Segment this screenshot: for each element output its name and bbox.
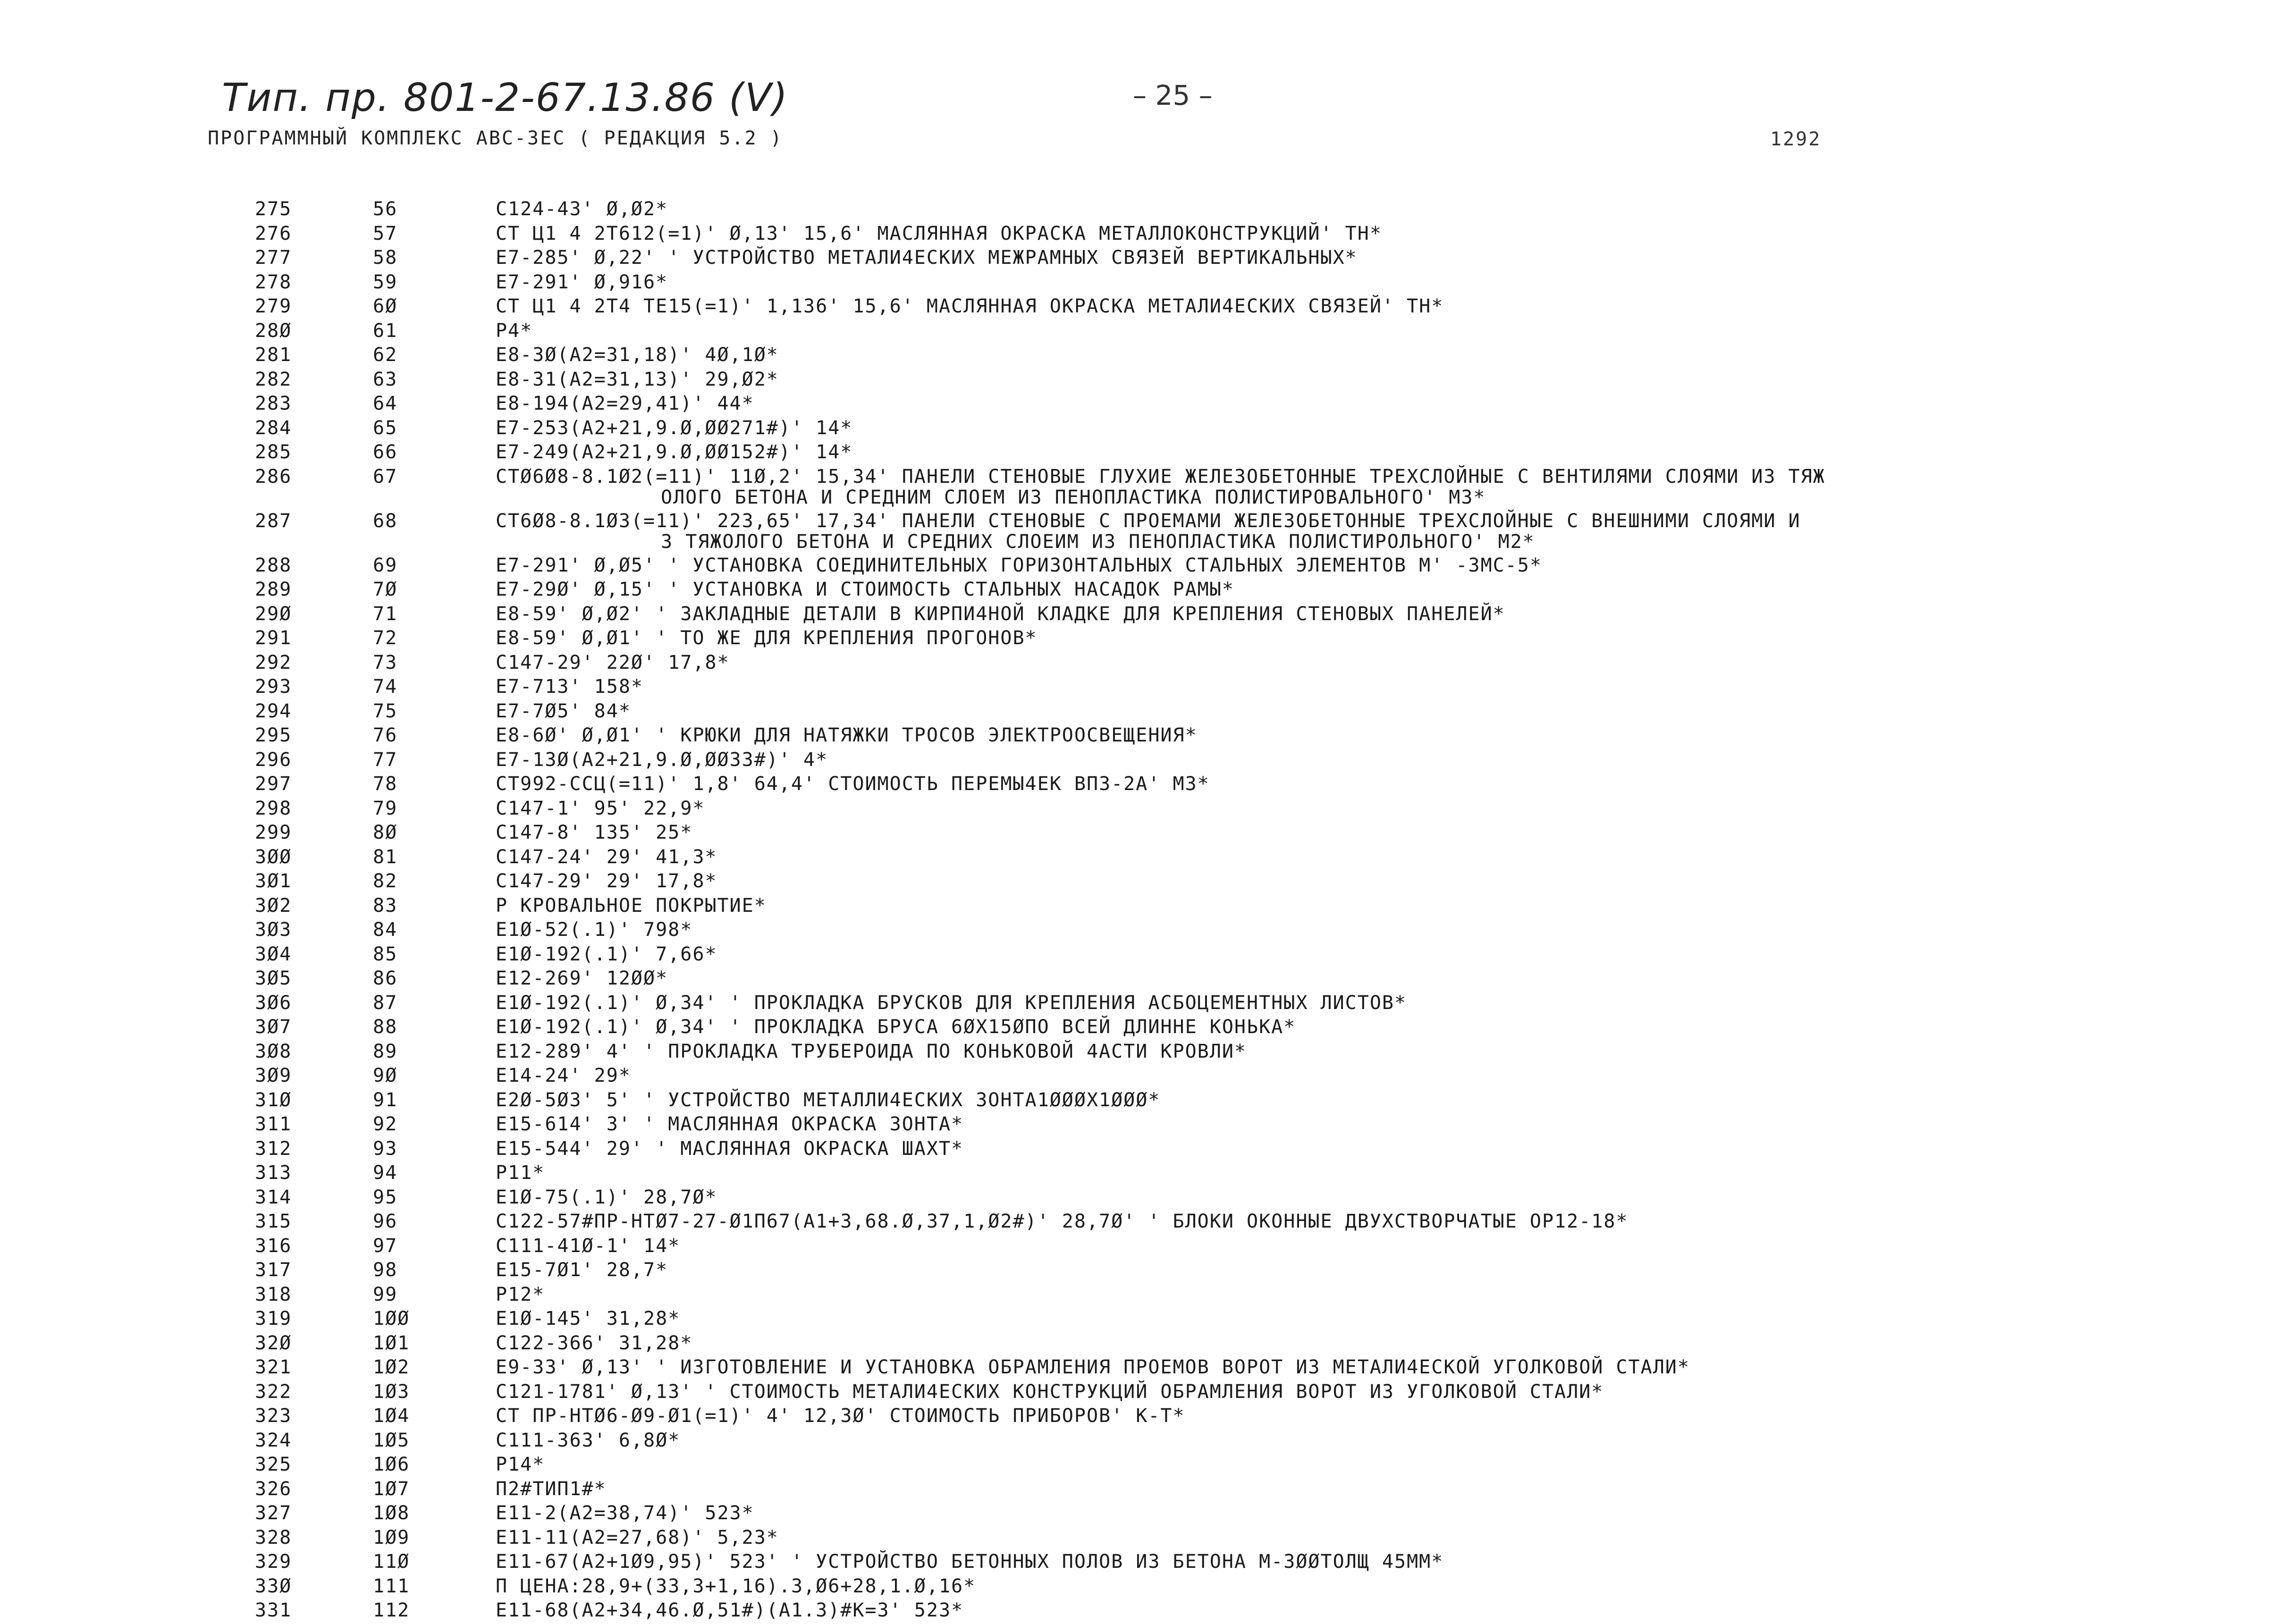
sequence-number: 91	[373, 1089, 398, 1111]
line-number: 28Ø	[255, 320, 292, 342]
sequence-number: 98	[373, 1259, 398, 1281]
program-subtitle: ПРОГРАММНЫЙ КОМПЛЕКС АВС-3ЕС ( РЕДАКЦИЯ 5.2 )	[208, 127, 783, 149]
record-continuation: ОЛОГО БЕТОНА И СРЕДНИМ СЛОЕМ ИЗ ПЕНОПЛАСТИКА ПОЛИСТИРОВАЛЬНОГО' М3*	[661, 486, 1486, 508]
record-text: Е7-713' 158*	[496, 676, 643, 698]
sequence-number: 85	[373, 943, 398, 965]
record-text: Е1Ø-75(.1)' 28,7Ø*	[496, 1186, 717, 1208]
sequence-number: 62	[373, 344, 398, 366]
record-text: Р11*	[496, 1162, 545, 1184]
sequence-number: 74	[373, 676, 398, 698]
listing-row	[0, 870, 2270, 895]
record-text: Е8-31(А2=31,13)' 29,Ø2*	[496, 368, 779, 390]
line-number: 281	[255, 344, 292, 366]
listing-row	[0, 223, 2270, 247]
sequence-number: 99	[373, 1283, 398, 1305]
sequence-number: 72	[373, 627, 398, 649]
listing-row	[0, 271, 2270, 296]
listing-row	[0, 603, 2270, 628]
sequence-number: 112	[373, 1599, 410, 1621]
sequence-number: 1Ø1	[373, 1332, 410, 1354]
line-number: 287	[255, 510, 292, 532]
listing-row	[0, 1016, 2270, 1041]
record-text: Р4*	[496, 320, 533, 342]
record-text: Е1Ø-52(.1)' 798*	[496, 919, 693, 941]
sequence-number: 96	[373, 1211, 398, 1232]
listing-row	[0, 1211, 2270, 1235]
listing-row	[0, 895, 2270, 919]
page-number: – 25 –	[1133, 79, 1213, 111]
sequence-number: 95	[373, 1186, 398, 1208]
sequence-number: 1Ø4	[373, 1405, 410, 1427]
sequence-number: 111	[373, 1575, 410, 1597]
listing-row	[0, 627, 2270, 652]
sequence-number: 69	[373, 554, 398, 576]
sequence-number: 56	[373, 198, 398, 220]
line-number: 288	[255, 554, 292, 576]
record-continuation: 3 ТЯЖОЛОГО БЕТОНА И СРЕДНИХ СЛОЕИМ ИЗ ПЕНОПЛАСТИКА ПОЛИСТИРОЛЬНОГО' М2*	[661, 530, 1535, 553]
record-text: Е15-7Ø1' 28,7*	[496, 1259, 668, 1281]
record-text: Е1Ø-192(.1)' Ø,34' ' ПРОКЛАДКА БРУСКОВ ДЛЯ КРЕПЛЕНИЯ АСБОЦЕМЕНТНЫХ ЛИСТОВ*	[496, 992, 1407, 1014]
line-number: 279	[255, 295, 292, 317]
record-text: Е9-33' Ø,13' ' ИЗГОТОВЛЕНИЕ И УСТАНОВКА ОБРАМЛЕНИЯ ПРОЕМОВ ВОРОТ ИЗ МЕТАЛИ4ЕСКОЙ УГОЛКОВОЙ СТАЛИ*	[496, 1356, 1690, 1378]
record-text: Е11-11(А2=27,68)' 5,23*	[496, 1526, 779, 1548]
record-text: С122-366' 31,28*	[496, 1332, 693, 1354]
listing-row	[0, 1065, 2270, 1089]
record-text: Р12*	[496, 1283, 545, 1305]
record-text: Р14*	[496, 1454, 545, 1475]
line-number: 278	[255, 271, 292, 293]
listing-row	[0, 1308, 2270, 1332]
sequence-number: 76	[373, 724, 398, 746]
listing-row	[0, 1259, 2270, 1284]
record-text: С121-1781' Ø,13' ' СТОИМОСТЬ МЕТАЛИ4ЕСКИХ КОНСТРУКЦИЙ ОБРАМЛЕНИЯ ВОРОТ ИЗ УГОЛКОВОЙ СТАЛИ*	[496, 1380, 1604, 1403]
sequence-number: 88	[373, 1016, 398, 1038]
record-text: С147-29' 22Ø' 17,8*	[496, 651, 730, 673]
listing-row	[0, 1454, 2270, 1478]
record-text: С147-24' 29' 41,3*	[496, 846, 717, 868]
sequence-number: 68	[373, 510, 398, 532]
sequence-number: 61	[373, 320, 398, 342]
line-number: 292	[255, 651, 292, 673]
record-text: Е14-24' 29*	[496, 1065, 631, 1086]
record-text: Е12-269' 12ØØ*	[496, 968, 668, 989]
listing-row	[0, 579, 2270, 603]
listing-row	[0, 344, 2270, 369]
record-text: Р КРОВАЛЬНОЕ ПОКРЫТИЕ*	[496, 894, 767, 917]
line-number: 282	[255, 368, 292, 390]
listing-row	[0, 1235, 2270, 1260]
record-text: С147-29' 29' 17,8*	[496, 870, 717, 892]
record-text: С124-43' Ø,Ø2*	[496, 198, 668, 220]
sequence-number: 77	[373, 749, 398, 771]
sequence-number: 7Ø	[373, 579, 398, 600]
record-text: Е7-291' Ø,916*	[496, 271, 668, 293]
line-number: 316	[255, 1235, 292, 1257]
record-text: СТØ6Ø8-8.1Ø2(=11)' 11Ø,2' 15,34' ПАНЕЛИ СТЕНОВЫЕ ГЛУХИЕ ЖЕЛЕЗОБЕТОННЫЕ ТРЕХСЛОЙНЫЕ С ВЕНТИЛЯМИ СЛОЯМИ ИЗ ТЯЖ	[496, 465, 1825, 488]
line-number: 3Ø9	[255, 1065, 292, 1086]
sequence-number: 75	[373, 700, 398, 722]
listing-row	[0, 417, 2270, 442]
listing-row	[0, 1599, 2270, 1624]
line-number: 331	[255, 1599, 292, 1621]
line-number: 296	[255, 749, 292, 771]
record-text: Е7-291' Ø,Ø5' ' УСТАНОВКА СОЕДИНИТЕЛЬНЫХ ГОРИЗОНТАЛЬНЫХ СТАЛЬНЫХ ЭЛЕМЕНТОВ М' -3МС-5*	[496, 554, 1542, 576]
record-text: П2#ТИП1#*	[496, 1478, 607, 1500]
listing-row	[0, 1381, 2270, 1405]
sequence-number: 59	[373, 271, 398, 293]
line-number: 293	[255, 676, 292, 698]
line-number: 297	[255, 773, 292, 795]
listing-row	[0, 846, 2270, 871]
record-text: С147-1' 95' 22,9*	[496, 797, 705, 819]
sequence-number: 11Ø	[373, 1551, 410, 1573]
sequence-number: 86	[373, 968, 398, 989]
listing-row	[0, 393, 2270, 417]
sequence-number: 81	[373, 846, 398, 868]
program-listing	[0, 198, 2270, 1624]
record-text: Е7-285' Ø,22' ' УСТРОЙСТВО МЕТАЛИ4ЕСКИХ МЕЖРАМНЫХ СВЯЗЕЙ ВЕРТИКАЛЬНЫХ*	[496, 247, 1358, 269]
line-number: 31Ø	[255, 1089, 292, 1111]
record-text: Е7-7Ø5' 84*	[496, 700, 631, 722]
sequence-number: 9Ø	[373, 1065, 398, 1086]
listing-row	[0, 1113, 2270, 1138]
listing-row	[0, 1502, 2270, 1527]
line-number: 3Ø5	[255, 968, 292, 989]
listing-row	[0, 822, 2270, 846]
record-text: Е15-544' 29' ' МАСЛЯННАЯ ОКРАСКА ШАХТ*	[496, 1137, 964, 1160]
listing-row	[0, 798, 2270, 822]
record-text: Е7-253(А2+21,9.Ø,ØØ271#)' 14*	[496, 417, 853, 439]
line-number: 285	[255, 441, 292, 463]
record-text: Е11-67(А2+1Ø9,95)' 523' ' УСТРОЙСТВО БЕТОННЫХ ПОЛОВ ИЗ БЕТОНА М-3ØØТОЛЩ 45ММ*	[496, 1551, 1444, 1573]
sequence-number: 57	[373, 222, 398, 244]
line-number: 3Ø3	[255, 919, 292, 941]
listing-row	[0, 1551, 2270, 1575]
line-number: 326	[255, 1478, 292, 1500]
line-number: 32Ø	[255, 1332, 292, 1354]
line-number: 294	[255, 700, 292, 722]
line-number: 323	[255, 1405, 292, 1427]
sequence-number: 82	[373, 870, 398, 892]
record-text: Е2Ø-5Ø3' 5' ' УСТРОЙСТВО МЕТАЛЛИ4ЕСКИХ ЗОНТА1ØØØХ1ØØØ*	[496, 1089, 1161, 1111]
record-text: Е11-2(А2=38,74)' 523*	[496, 1502, 754, 1524]
listing-row	[0, 773, 2270, 798]
line-number: 311	[255, 1113, 292, 1135]
line-number: 276	[255, 222, 292, 244]
line-number: 318	[255, 1283, 292, 1305]
line-number: 315	[255, 1211, 292, 1232]
line-number: 327	[255, 1502, 292, 1524]
listing-row	[0, 320, 2270, 345]
sequence-number: 64	[373, 393, 398, 414]
record-text: Е7-29Ø' Ø,15' ' УСТАНОВКА И СТОИМОСТЬ СТАЛЬНЫХ НАСАДОК РАМЫ*	[496, 579, 1234, 600]
sequence-number: 67	[373, 465, 398, 488]
sequence-number: 94	[373, 1162, 398, 1184]
record-text: Е1Ø-145' 31,28*	[496, 1308, 681, 1329]
sequence-number: 73	[373, 651, 398, 673]
listing-row	[0, 1284, 2270, 1308]
listing-row	[0, 724, 2270, 749]
listing-row	[0, 1162, 2270, 1186]
listing-row	[0, 295, 2270, 320]
sequence-number: 1Ø2	[373, 1356, 410, 1378]
line-number: 3ØØ	[255, 846, 292, 868]
sequence-number: 84	[373, 919, 398, 941]
line-number: 286	[255, 465, 292, 488]
record-text: Е7-13Ø(А2+21,9.Ø,ØØ33#)' 4*	[496, 749, 828, 771]
sequence-number: 8Ø	[373, 822, 398, 843]
line-number: 3Ø2	[255, 894, 292, 917]
line-number: 33Ø	[255, 1575, 292, 1597]
listing-row	[0, 247, 2270, 271]
sequence-number: 1Ø6	[373, 1454, 410, 1475]
record-text: С147-8' 135' 25*	[496, 822, 693, 843]
sequence-number: 97	[373, 1235, 398, 1257]
record-text: Е8-59' Ø,Ø2' ' ЗАКЛАДНЫЕ ДЕТАЛИ В КИРПИ4НОЙ КЛАДКЕ ДЛЯ КРЕПЛЕНИЯ СТЕНОВЫХ ПАНЕЛЕЙ*	[496, 603, 1505, 625]
line-number: 3Ø8	[255, 1040, 292, 1062]
listing-row	[0, 919, 2270, 943]
line-number: 289	[255, 579, 292, 600]
line-number: 314	[255, 1186, 292, 1208]
sequence-number: 89	[373, 1040, 398, 1062]
listing-row	[0, 1332, 2270, 1357]
record-text: С122-57#ПР-НТØ7-27-Ø1П67(А1+3,68.Ø,37,1,Ø2#)' 28,7Ø' ' БЛОКИ ОКОННЫЕ ДВУХСТВОРЧАТЫЕ ОР12-18*	[496, 1211, 1629, 1232]
record-text: Е8-59' Ø,Ø1' ' ТО ЖЕ ДЛЯ КРЕПЛЕНИЯ ПРОГОНОВ*	[496, 627, 1038, 649]
record-text: С111-363' 6,8Ø*	[496, 1429, 681, 1451]
record-text: Е11-68(А2+34,46.Ø,51#)(А1.3)#К=3' 523*	[496, 1599, 964, 1621]
sequence-number: 87	[373, 992, 398, 1014]
listing-row	[0, 466, 2270, 510]
sequence-number: 1ØØ	[373, 1308, 410, 1329]
listing-row	[0, 1430, 2270, 1454]
line-number: 3Ø7	[255, 1016, 292, 1038]
listing-row	[0, 369, 2270, 393]
line-number: 319	[255, 1308, 292, 1329]
record-text: Е15-614' 3' ' МАСЛЯННАЯ ОКРАСКА ЗОНТА*	[496, 1113, 964, 1135]
listing-row	[0, 1478, 2270, 1503]
sequence-number: 71	[373, 603, 398, 625]
sequence-number: 66	[373, 441, 398, 463]
listing-row	[0, 1089, 2270, 1114]
listing-row	[0, 1356, 2270, 1381]
sequence-number: 1Ø9	[373, 1526, 410, 1548]
listing-row	[0, 441, 2270, 466]
record-text: С111-41Ø-1' 14*	[496, 1235, 681, 1257]
line-number: 284	[255, 417, 292, 439]
line-number: 313	[255, 1162, 292, 1184]
record-text: СТ992-ССЦ(=11)' 1,8' 64,4' СТОИМОСТЬ ПЕРЕМЫ4ЕК ВП3-2А' М3*	[496, 773, 1210, 795]
sequence-number: 6Ø	[373, 295, 398, 317]
record-text: СТ Ц1 4 2Т612(=1)' Ø,13' 15,6' МАСЛЯННАЯ ОКРАСКА МЕТАЛЛОКОНСТРУКЦИЙ' ТН*	[496, 222, 1382, 244]
record-text: Е12-289' 4' ' ПРОКЛАДКА ТРУБЕРОИДА ПО КОНЬКОВОЙ 4АСТИ КРОВЛИ*	[496, 1040, 1247, 1062]
line-number: 329	[255, 1551, 292, 1573]
listing-row	[0, 1527, 2270, 1551]
line-number: 321	[255, 1356, 292, 1378]
listing-row	[0, 1138, 2270, 1162]
line-number: 328	[255, 1526, 292, 1548]
listing-row	[0, 198, 2270, 223]
page-header	[0, 0, 2270, 179]
record-text: Е8-194(А2=29,41)' 44*	[496, 393, 754, 414]
listing-row	[0, 749, 2270, 774]
line-number: 3Ø1	[255, 870, 292, 892]
sequence-number: 58	[373, 247, 398, 269]
sequence-number: 92	[373, 1113, 398, 1135]
line-number: 299	[255, 822, 292, 843]
line-number: 295	[255, 724, 292, 746]
record-text: Е1Ø-192(.1)' Ø,34' ' ПРОКЛАДКА БРУСА 6ØХ15ØПО ВСЕЙ ДЛИННЕ КОНЬКА*	[496, 1016, 1296, 1038]
sequence-number: 1Ø5	[373, 1429, 410, 1451]
record-text: П ЦЕНА:28,9+(33,3+1,16).3,Ø6+28,1.Ø,16*	[496, 1575, 976, 1597]
listing-row	[0, 700, 2270, 725]
listing-row	[0, 1575, 2270, 1600]
listing-row	[0, 652, 2270, 676]
sequence-number: 65	[373, 417, 398, 439]
line-number: 29Ø	[255, 603, 292, 625]
sequence-number: 79	[373, 797, 398, 819]
listing-row	[0, 992, 2270, 1017]
record-text: СТ6Ø8-8.1Ø3(=11)' 223,65' 17,34' ПАНЕЛИ СТЕНОВЫЕ С ПРОЕМАМИ ЖЕЛЕЗОБЕТОННЫЕ ТРЕХСЛОЙНЫЕ С ВНЕШНИМИ СЛОЯМИ И	[496, 510, 1801, 532]
line-number: 325	[255, 1454, 292, 1475]
line-number: 322	[255, 1380, 292, 1403]
sequence-number: 78	[373, 773, 398, 795]
sequence-number: 83	[373, 894, 398, 917]
line-number: 324	[255, 1429, 292, 1451]
listing-row	[0, 510, 2270, 555]
line-number: 3Ø4	[255, 943, 292, 965]
record-text: Е8-6Ø' Ø,Ø1' ' КРЮКИ ДЛЯ НАТЯЖКИ ТРОСОВ ЭЛЕКТРООСВЕЩЕНИЯ*	[496, 724, 1198, 746]
listing-row	[0, 1186, 2270, 1211]
listing-row	[0, 1405, 2270, 1430]
sequence-number: 1Ø3	[373, 1380, 410, 1403]
sequence-number: 1Ø7	[373, 1478, 410, 1500]
line-number: 291	[255, 627, 292, 649]
line-number: 3Ø6	[255, 992, 292, 1014]
listing-row	[0, 943, 2270, 968]
listing-row	[0, 555, 2270, 579]
sequence-number: 1Ø8	[373, 1502, 410, 1524]
sequence-number: 93	[373, 1137, 398, 1160]
line-number: 283	[255, 393, 292, 414]
listing-row	[0, 676, 2270, 700]
listing-row	[0, 1041, 2270, 1065]
line-number: 312	[255, 1137, 292, 1160]
line-number: 277	[255, 247, 292, 269]
record-text: Е8-3Ø(А2=31,18)' 4Ø,1Ø*	[496, 344, 779, 366]
sheet-code: 1292	[1770, 128, 1822, 150]
line-number: 275	[255, 198, 292, 220]
record-text: Е1Ø-192(.1)' 7,66*	[496, 943, 717, 965]
line-number: 317	[255, 1259, 292, 1281]
project-title: Тип. пр. 801-2-67.13.86 (V)	[222, 76, 789, 120]
sequence-number: 63	[373, 368, 398, 390]
record-text: СТ ПР-НТØ6-Ø9-Ø1(=1)' 4' 12,3Ø' СТОИМОСТЬ ПРИБОРОВ' К-Т*	[496, 1405, 1185, 1427]
line-number: 298	[255, 797, 292, 819]
record-text: Е7-249(А2+21,9.Ø,ØØ152#)' 14*	[496, 441, 853, 463]
listing-row	[0, 968, 2270, 992]
record-text: СТ Ц1 4 2Т4 ТЕ15(=1)' 1,136' 15,6' МАСЛЯННАЯ ОКРАСКА МЕТАЛИ4ЕСКИХ СВЯЗЕЙ' ТН*	[496, 295, 1444, 317]
